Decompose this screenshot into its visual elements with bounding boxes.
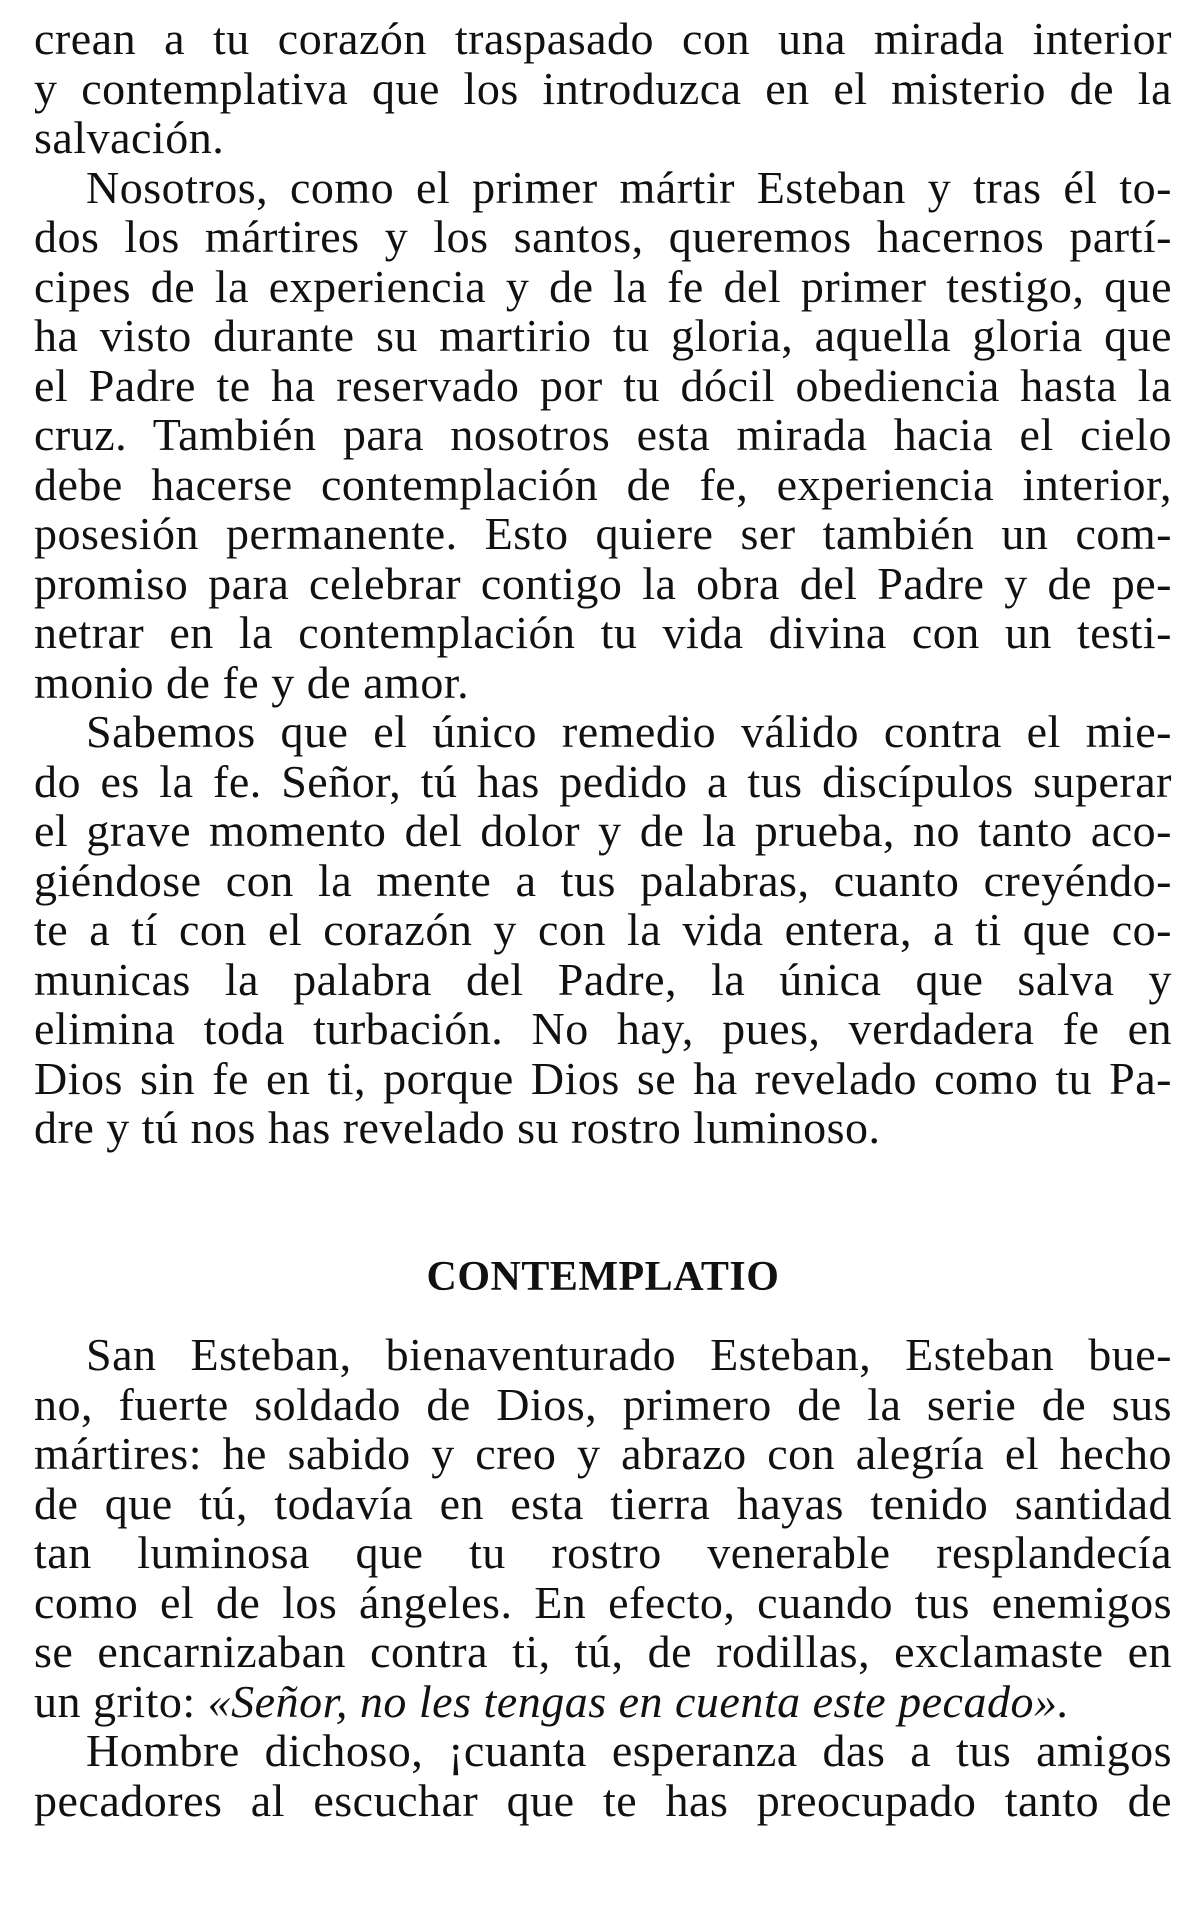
text-line: Nosotros, como el primer mártir Esteban y tras él to- <box>86 161 1172 213</box>
text-line: debe hacerse contemplación de fe, experiencia interior, <box>34 458 1172 510</box>
section-heading: CONTEMPLATIO <box>426 1253 780 1300</box>
text-line <box>34 1677 1172 1727</box>
text-line: giéndose con la mente a tus palabras, cuanto creyéndo- <box>34 854 1172 906</box>
text-line: tan luminosa que tu rostro venerable resplandecía <box>34 1527 1172 1578</box>
quoted-prayer: «Señor, no les tengas en cuenta este pecado». <box>207 1675 1070 1727</box>
text-line: salvación. <box>34 112 225 163</box>
text-line: monio de fe y de amor. <box>34 656 470 708</box>
text-line: Hombre dichoso, ¡cuanta esperanza das a tus amigos <box>86 1725 1172 1776</box>
text-line: mártires: he sabido y creo y abrazo con alegría el hecho <box>34 1428 1172 1479</box>
text-line: San Esteban, bienaventurado Esteban, Esteban bue- <box>86 1329 1172 1380</box>
text-line: elimina toda turbación. No hay, pues, verdadera fe en <box>34 1003 1172 1054</box>
paragraph-3 <box>34 707 1172 1153</box>
text-line: cipes de la experiencia y de la fe del primer testigo, que <box>34 260 1172 312</box>
paragraph-4 <box>34 1330 1172 1726</box>
text-line: te a tí con el corazón y con la vida entera, a ti que co- <box>34 904 1172 955</box>
paragraph-2 <box>34 163 1172 708</box>
paragraph-5 <box>34 1726 1172 1825</box>
text-line: Sabemos que el único remedio válido contra el mie- <box>86 706 1172 757</box>
text-line: promiso para celebrar contigo la obra del Padre y de pe- <box>34 557 1172 609</box>
text-line: no, fuerte soldado de Dios, primero de la serie de sus <box>34 1378 1172 1430</box>
section-spacer <box>34 1302 1172 1330</box>
text-line: el grave momento del dolor y de la prueba, no tanto aco- <box>34 805 1172 856</box>
text-line: dre y tú nos has revelado su rostro luminoso. <box>34 1102 881 1153</box>
section-spacer <box>34 1153 1172 1253</box>
text-line: de que tú, todavía en esta tierra hayas tenido santidad <box>34 1477 1172 1529</box>
text-line-prefix: un grito: <box>34 1675 208 1727</box>
text-line: municas la palabra del Padre, la única que salva y <box>34 953 1172 1005</box>
text-line: posesión permanente. Esto quiere ser también un com- <box>34 508 1172 559</box>
document-page <box>34 14 1172 1825</box>
text-line: se encarnizaban contra ti, tú, de rodillas, exclamaste en <box>34 1626 1172 1677</box>
text-line: dos los mártires y los santos, queremos hacernos partí- <box>34 211 1172 262</box>
text-line: como el de los ángeles. En efecto, cuando tus enemigos <box>34 1576 1172 1628</box>
text-line: ha visto durante su martirio tu gloria, aquella gloria que <box>34 310 1172 361</box>
text-line: pecadores al escuchar que te has preocupado tanto de <box>34 1774 1172 1826</box>
text-line: crean a tu corazón traspasado con una mirada interior <box>34 13 1172 64</box>
text-line: y contemplativa que los introduzca en el misterio de la <box>34 62 1172 114</box>
text-line: Dios sin fe en ti, porque Dios se ha revelado como tu Pa- <box>34 1052 1172 1104</box>
text-line: do es la fe. Señor, tú has pedido a tus discípulos superar <box>34 755 1172 807</box>
text-line: el Padre te ha reservado por tu dócil obediencia hasta la <box>34 359 1172 411</box>
text-line: cruz. También para nosotros esta mirada hacia el cielo <box>34 409 1172 460</box>
text-line: netrar en la contemplación tu vida divina con un testi- <box>34 607 1172 658</box>
paragraph-1 <box>34 14 1172 163</box>
